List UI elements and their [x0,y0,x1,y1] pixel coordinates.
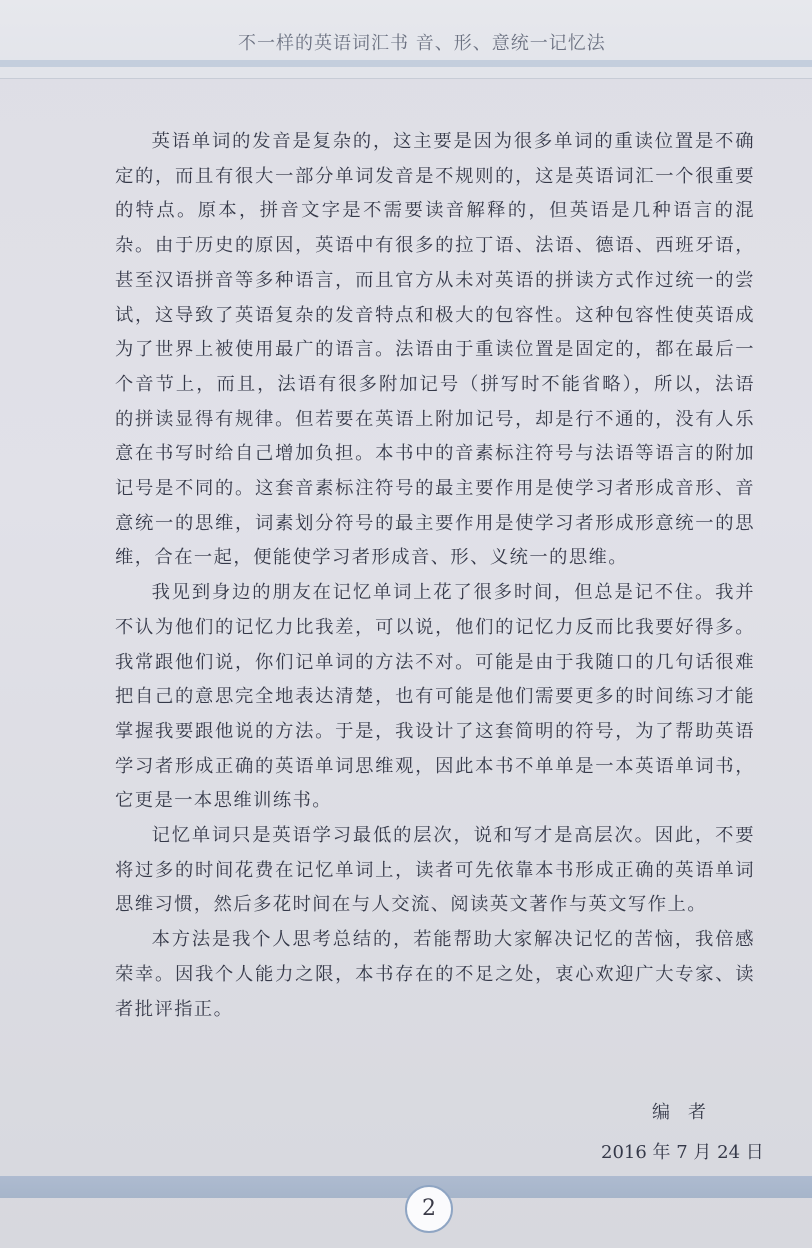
paragraph-3: 记忆单词只是英语学习最低的层次，说和写才是高层次。因此，不要将过多的时间花费在记忆单词上，读者可先依靠本书形成正确的英语单词思维习惯，然后多花时间在与人交流、阅读英文著作与英文写作上。 [115,825,755,916]
page-header [0,0,812,79]
page-number: 2 [422,1196,436,1221]
signature-date: 2016 年 7 月 24 日 [601,1142,764,1163]
book-title-header: 不一样的英语词汇书 音、形、意统一记忆法 [238,33,606,54]
header-rule [0,60,812,67]
footer-band [0,1176,812,1198]
paragraph-2: 我见到身边的朋友在记忆单词上花了很多时间，但总是记不住。我并不认为他们的记忆力比我差，可以说，他们的记忆力反而比我要好得多。我常跟他们说，你们记单词的方法不对。可能是由于我随口的几句话很难把自己的意思完全地表达清楚，也有可能是他们需要更多的时间练习才能掌握我要跟他说的方法。于是，我设计了这套简明的符号，为了帮助英语学习者形成正确的英语单词思维观，因此本书不单单是一本英语单词书，它更是一本思维训练书。 [115,582,755,812]
paragraph-4: 本方法是我个人思考总结的，若能帮助大家解决记忆的苦恼，我倍感荣幸。因我个人能力之限，本书存在的不足之处，衷心欢迎广大专家、读者批评指正。 [115,929,755,1020]
page-body-text [115,125,755,1027]
page-number-badge [405,1185,453,1233]
author-signature: 编者 [652,1102,724,1123]
paragraph-1: 英语单词的发音是复杂的，这主要是因为很多单词的重读位置是不确定的，而且有很大一部分单词发音是不规则的，这是英语词汇一个很重要的特点。原本，拼音文字是不需要读音解释的，但英语是几种语言的混杂。由于历史的原因，英语中有很多的拉丁语、法语、德语、西班牙语，甚至汉语拼音等多种语言，而且官方从未对英语的拼读方式作过统一的尝试，这导致了英语复杂的发音特点和极大的包容性。这种包容性使英语成为了世界上被使用最广的语言。法语由于重读位置是固定的，都在最后一个音节上，而且，法语有很多附加记号（拼写时不能省略），所以，法语的拼读显得有规律。但若要在英语上附加记号，却是行不通的，没有人乐意在书写时给自己增加负担。本书中的音素标注符号与法语等语言的附加记号是不同的。这套音素标注符号的最主要作用是使学习者形成音形、音意统一的思维，词素划分符号的最主要作用是使学习者形成形意统一的思维，合在一起，便能使学习者形成音、形、义统一的思维。 [115,131,755,569]
